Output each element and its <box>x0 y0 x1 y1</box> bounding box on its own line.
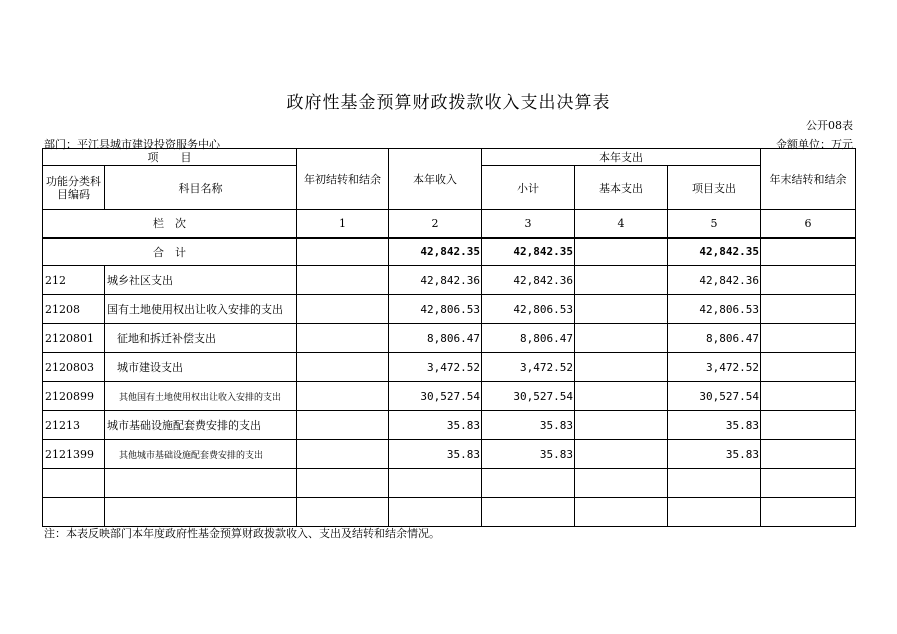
row-income: 42,806.53 <box>389 295 482 324</box>
row-subtotal: 30,527.54 <box>482 382 575 411</box>
row-closing <box>761 498 856 527</box>
header-item: 项 目 <box>43 149 297 166</box>
row-project: 35.83 <box>668 411 761 440</box>
row-opening <box>297 353 389 382</box>
row-project: 42,842.36 <box>668 266 761 295</box>
table-row <box>43 295 856 324</box>
row-opening <box>297 295 389 324</box>
row-name <box>105 469 297 498</box>
row-basic <box>575 266 668 295</box>
row-closing <box>761 324 856 353</box>
row-project: 30,527.54 <box>668 382 761 411</box>
header-basic: 基本支出 <box>575 166 668 210</box>
row-basic <box>575 382 668 411</box>
row-subtotal <box>482 469 575 498</box>
total-income: 42,842.35 <box>389 238 482 266</box>
row-basic <box>575 324 668 353</box>
department-label: 部门：平江县城市建设投资服务中心 <box>44 138 220 151</box>
table-row <box>43 440 856 469</box>
col-index-cell: 6 <box>761 210 856 238</box>
row-name: 国有土地使用权出让收入安排的支出 <box>105 295 297 324</box>
row-opening <box>297 382 389 411</box>
table-row <box>43 498 856 527</box>
table-row <box>43 469 856 498</box>
table-row <box>43 324 856 353</box>
header-income: 本年收入 <box>389 149 482 210</box>
row-basic <box>575 353 668 382</box>
row-name: 其他国有土地使用权出让收入安排的支出 <box>105 382 297 411</box>
total-label: 合 计 <box>43 238 297 266</box>
total-project: 42,842.35 <box>668 238 761 266</box>
row-project: 42,806.53 <box>668 295 761 324</box>
row-basic <box>575 295 668 324</box>
budget-table <box>42 148 856 527</box>
row-subtotal: 42,806.53 <box>482 295 575 324</box>
row-code: 2120801 <box>43 324 105 353</box>
row-name: 其他城市基础设施配套费安排的支出 <box>105 440 297 469</box>
footnote: 注：本表反映部门本年度政府性基金预算财政拨款收入、支出及结转和结余情况。 <box>44 527 440 540</box>
row-code: 21213 <box>43 411 105 440</box>
col-index-cell: 2 <box>389 210 482 238</box>
row-subtotal: 42,842.36 <box>482 266 575 295</box>
row-income: 8,806.47 <box>389 324 482 353</box>
table-row <box>43 382 856 411</box>
row-name: 征地和拆迁补偿支出 <box>105 324 297 353</box>
col-index-cell: 1 <box>297 210 389 238</box>
row-subtotal <box>482 498 575 527</box>
total-basic <box>575 238 668 266</box>
col-index-cell: 4 <box>575 210 668 238</box>
col-index-cell: 5 <box>668 210 761 238</box>
row-income <box>389 469 482 498</box>
page-title: 政府性基金预算财政拨款收入支出决算表 <box>286 93 611 113</box>
row-basic <box>575 411 668 440</box>
row-income: 42,842.36 <box>389 266 482 295</box>
row-code <box>43 498 105 527</box>
row-code: 21208 <box>43 295 105 324</box>
row-income <box>389 498 482 527</box>
header-code: 功能分类科目编码 <box>43 166 105 210</box>
unit-label: 金额单位：万元 <box>776 138 853 151</box>
row-opening <box>297 266 389 295</box>
row-basic <box>575 469 668 498</box>
row-income: 35.83 <box>389 411 482 440</box>
row-code <box>43 469 105 498</box>
row-project: 35.83 <box>668 440 761 469</box>
row-project <box>668 469 761 498</box>
table-row <box>43 411 856 440</box>
row-income: 35.83 <box>389 440 482 469</box>
row-closing <box>761 295 856 324</box>
form-number: 公开08表 <box>806 119 853 132</box>
row-opening <box>297 411 389 440</box>
header-expense: 本年支出 <box>482 149 761 166</box>
row-closing <box>761 469 856 498</box>
row-code: 2120899 <box>43 382 105 411</box>
row-subtotal: 35.83 <box>482 411 575 440</box>
row-name: 城市基础设施配套费安排的支出 <box>105 411 297 440</box>
row-project: 3,472.52 <box>668 353 761 382</box>
total-closing <box>761 238 856 266</box>
row-closing <box>761 411 856 440</box>
row-opening <box>297 498 389 527</box>
header-closing: 年末结转和结余 <box>761 149 856 210</box>
col-index-cell: 3 <box>482 210 575 238</box>
row-closing <box>761 266 856 295</box>
total-subtotal: 42,842.35 <box>482 238 575 266</box>
table-row <box>43 266 856 295</box>
row-name <box>105 498 297 527</box>
row-project <box>668 498 761 527</box>
row-name: 城市建设支出 <box>105 353 297 382</box>
row-basic <box>575 440 668 469</box>
row-subtotal: 35.83 <box>482 440 575 469</box>
header-project: 项目支出 <box>668 166 761 210</box>
row-subtotal: 3,472.52 <box>482 353 575 382</box>
row-closing <box>761 382 856 411</box>
row-closing <box>761 440 856 469</box>
header-subtotal: 小计 <box>482 166 575 210</box>
row-opening <box>297 469 389 498</box>
header-opening: 年初结转和结余 <box>297 149 389 210</box>
row-closing <box>761 353 856 382</box>
row-opening <box>297 440 389 469</box>
row-project: 8,806.47 <box>668 324 761 353</box>
row-opening <box>297 324 389 353</box>
header-name: 科目名称 <box>105 166 297 210</box>
row-subtotal: 8,806.47 <box>482 324 575 353</box>
total-opening <box>297 238 389 266</box>
col-index-label: 栏 次 <box>43 210 297 238</box>
row-income: 30,527.54 <box>389 382 482 411</box>
row-code: 2121399 <box>43 440 105 469</box>
row-income: 3,472.52 <box>389 353 482 382</box>
table-row <box>43 353 856 382</box>
row-basic <box>575 498 668 527</box>
row-code: 2120803 <box>43 353 105 382</box>
row-name: 城乡社区支出 <box>105 266 297 295</box>
row-code: 212 <box>43 266 105 295</box>
